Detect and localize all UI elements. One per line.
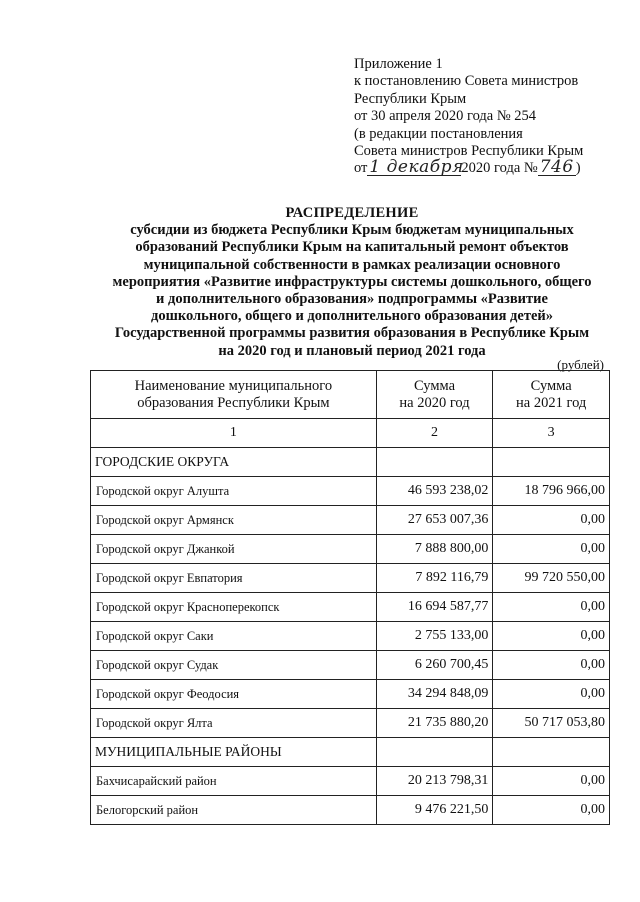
sum-2020: 21 735 880,20 xyxy=(376,709,493,738)
appendix-line: Приложение 1 xyxy=(354,56,443,72)
document-title xyxy=(92,205,612,360)
section-title: ГОРОДСКИЕ ОКРУГА xyxy=(91,448,377,477)
municipality-name: Белогорский район xyxy=(91,796,377,825)
appendix-signature-line xyxy=(354,157,624,178)
sum-2021: 18 796 966,00 xyxy=(493,477,610,506)
table-header-row xyxy=(91,371,610,419)
appendix-block xyxy=(354,56,624,178)
header-line: Наименование муниципального xyxy=(134,377,333,394)
appendix-line: (в редакции постановления xyxy=(354,125,523,142)
header-sum-2021 xyxy=(493,371,610,419)
sum-2021: 0,00 xyxy=(493,767,610,796)
empty-cell xyxy=(493,738,610,767)
sum-2021: 50 717 053,80 xyxy=(493,709,610,738)
municipality-name: Бахчисарайский район xyxy=(91,767,377,796)
sum-2020: 20 213 798,31 xyxy=(376,767,493,796)
section-title: МУНИЦИПАЛЬНЫЕ РАЙОНЫ xyxy=(91,738,377,767)
municipality-name: Городской округ Джанкой xyxy=(91,535,377,564)
table-row xyxy=(91,622,610,651)
appendix-line: Совета министров Республики Крым xyxy=(354,143,584,160)
sum-2021: 0,00 xyxy=(493,506,610,535)
appendix-line: к постановлению Совета министров xyxy=(354,73,579,90)
appendix-mid: 2020 года № xyxy=(461,160,538,177)
column-number-row xyxy=(91,419,610,448)
title-line: и дополнительного образования» подпрограммы «Развитие xyxy=(156,291,548,308)
table-row xyxy=(91,680,610,709)
municipality-name: Городской округ Ялта xyxy=(91,709,377,738)
appendix-prefix: от xyxy=(354,160,368,177)
table-row xyxy=(91,709,610,738)
sum-2021: 99 720 550,00 xyxy=(493,564,610,593)
sum-2020: 7 888 800,00 xyxy=(376,535,493,564)
sum-2020: 6 260 700,45 xyxy=(376,651,493,680)
sum-2021: 0,00 xyxy=(493,680,610,709)
sum-2020: 34 294 848,09 xyxy=(376,680,493,709)
sum-2021: 0,00 xyxy=(493,651,610,680)
appendix-line: от 30 апреля 2020 года № 254 xyxy=(354,108,537,125)
sum-2021: 0,00 xyxy=(493,535,610,564)
header-line: на 2021 год xyxy=(516,394,587,411)
title-line: Государственной программы развития образования в Республике Крым xyxy=(114,325,590,342)
appendix-suffix: ) xyxy=(575,160,581,177)
title-line: мероприятия «Развитие инфраструктуры системы дошкольного, общего xyxy=(112,273,592,290)
section-row-city-districts xyxy=(91,448,610,477)
empty-cell xyxy=(376,738,493,767)
appendix-line: Республики Крым xyxy=(354,90,467,107)
header-line: Сумма xyxy=(530,377,572,394)
sum-2021: 0,00 xyxy=(493,593,610,622)
title-line: дошкольного, общего и дополнительного образования детей» xyxy=(151,308,553,325)
header-line: на 2020 год xyxy=(399,394,470,411)
empty-cell xyxy=(493,448,610,477)
sum-2020: 27 653 007,36 xyxy=(376,506,493,535)
sum-2021: 0,00 xyxy=(493,796,610,825)
handwritten-date: 1 декабря xyxy=(369,157,464,178)
header-sum-2020 xyxy=(376,371,493,419)
sum-2020: 46 593 238,02 xyxy=(376,477,493,506)
table-row xyxy=(91,477,610,506)
table-row xyxy=(91,535,610,564)
title-heading: РАСПРЕДЕЛЕНИЕ xyxy=(285,205,419,221)
header-line: Сумма xyxy=(413,377,456,394)
sum-2021: 0,00 xyxy=(493,622,610,651)
table-row xyxy=(91,506,610,535)
municipality-name: Городской округ Феодосия xyxy=(91,680,377,709)
title-line: муниципальной собственности в рамках реализации основного xyxy=(143,256,561,273)
column-number: 2 xyxy=(376,419,493,448)
subsidy-table xyxy=(90,370,610,825)
section-row-municipal-districts xyxy=(91,738,610,767)
table-row xyxy=(91,564,610,593)
municipality-name: Городской округ Судак xyxy=(91,651,377,680)
sum-2020: 7 892 116,79 xyxy=(376,564,493,593)
header-line: образования Республики Крым xyxy=(137,394,330,411)
units-label: (рублей) xyxy=(557,357,604,372)
title-line: образований Республики Крым на капитальный ремонт объектов xyxy=(135,239,569,256)
table-row xyxy=(91,651,610,680)
sum-2020: 16 694 587,77 xyxy=(376,593,493,622)
empty-cell xyxy=(376,448,493,477)
header-municipality xyxy=(91,371,377,419)
municipality-name: Городской округ Евпатория xyxy=(91,564,377,593)
municipality-name: Городской округ Алушта xyxy=(91,477,377,506)
table-row xyxy=(91,796,610,825)
table-row xyxy=(91,593,610,622)
title-line: на 2020 год и плановый период 2021 года xyxy=(218,342,486,359)
column-number: 3 xyxy=(493,419,610,448)
municipality-name: Городской округ Саки xyxy=(91,622,377,651)
municipality-name: Городской округ Армянск xyxy=(91,506,377,535)
handwritten-number: 746 xyxy=(539,157,574,178)
sum-2020: 2 755 133,00 xyxy=(376,622,493,651)
sum-2020: 9 476 221,50 xyxy=(376,796,493,825)
municipality-name: Городской округ Красноперекопск xyxy=(91,593,377,622)
title-line: субсидии из бюджета Республики Крым бюджетам муниципальных xyxy=(130,222,574,239)
column-number: 1 xyxy=(91,419,377,448)
table-row xyxy=(91,767,610,796)
